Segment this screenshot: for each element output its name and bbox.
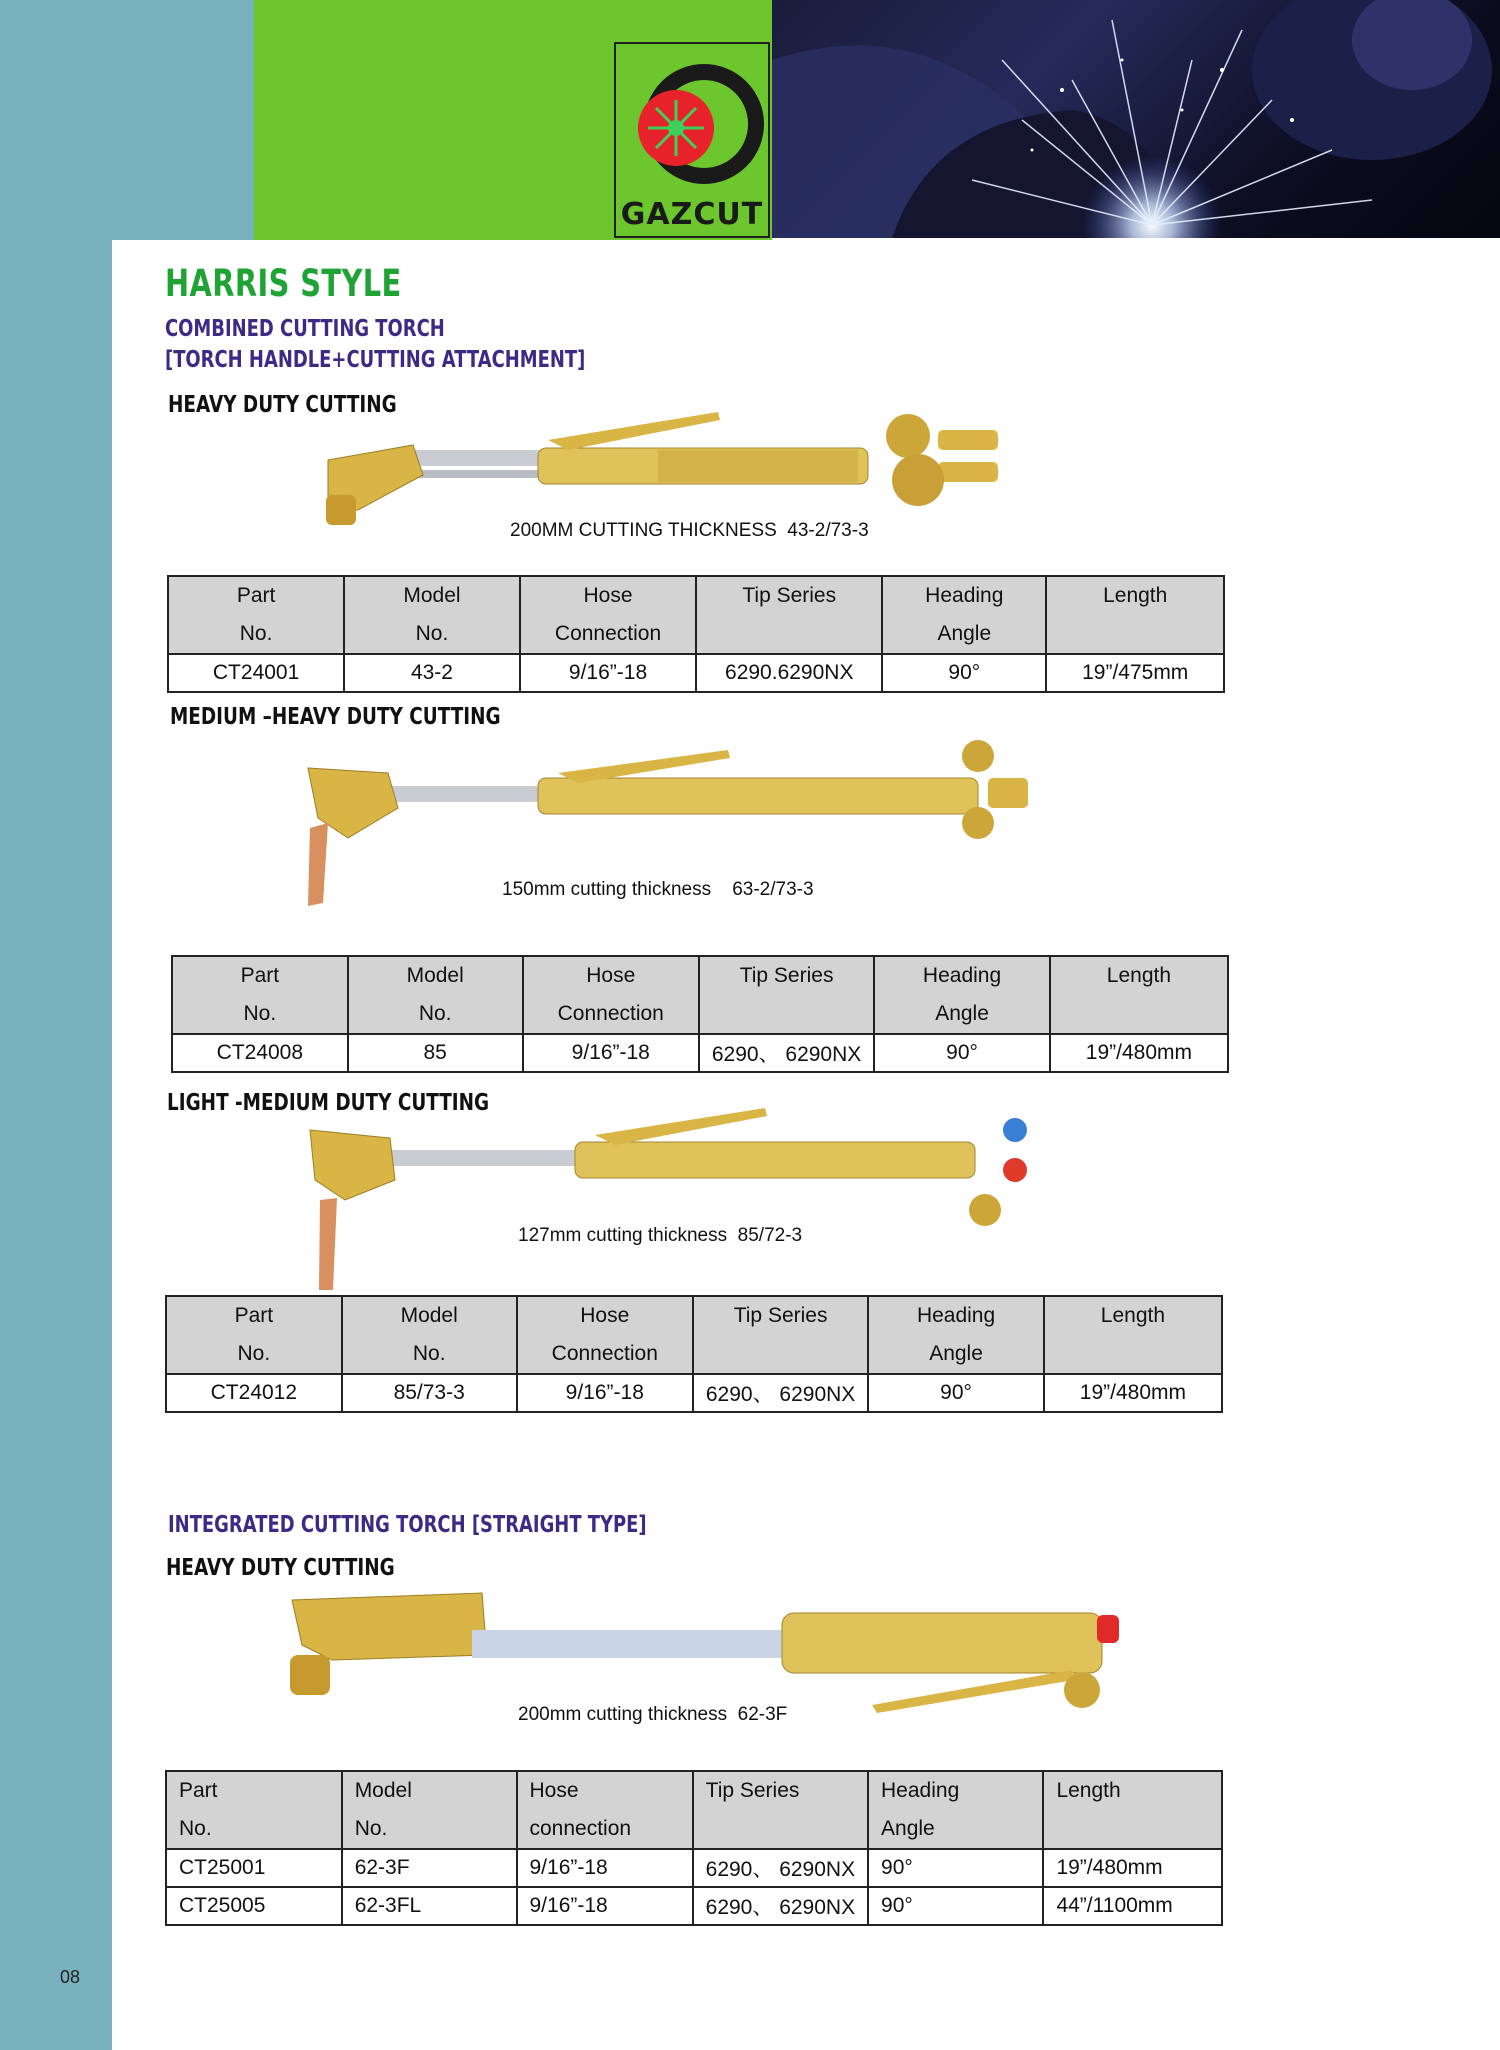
cell-length: 19”/480mm	[1050, 1034, 1228, 1072]
cell-hose-connection: 9/16”-18	[523, 1034, 699, 1072]
table-header-row	[166, 1771, 1222, 1849]
cell-part-no: CT24001	[168, 654, 344, 692]
header-heading-angle: Heading Angle	[882, 576, 1046, 654]
sidebar-band	[0, 0, 112, 2050]
table-header-row	[166, 1296, 1222, 1374]
header-model-no: Model No.	[342, 1296, 517, 1374]
cell-heading-angle: 90°	[882, 654, 1046, 692]
cell-hose-connection: 9/16”-18	[520, 654, 697, 692]
header-tip-series: Tip Series	[693, 1296, 868, 1374]
header-part-no: Part No.	[166, 1296, 342, 1374]
header-heading-angle: Heading Angle	[868, 1296, 1043, 1374]
header-part-no: Part No.	[168, 576, 344, 654]
section-heading-combined: COMBINED CUTTING TORCH	[165, 316, 445, 342]
page-number: 08	[60, 1967, 81, 1987]
product4-caption: 200mm cutting thickness 62-3F	[518, 1704, 788, 1725]
table-header-row	[168, 576, 1224, 654]
cell-heading-angle: 90°	[874, 1034, 1050, 1072]
product3-spec-table	[165, 1295, 1223, 1413]
header-tip-series: Tip Series	[693, 1771, 868, 1849]
welding-photo	[772, 0, 1500, 238]
header-length: Length	[1044, 1296, 1222, 1374]
table-row	[172, 1034, 1228, 1072]
header-teal-block	[112, 0, 254, 240]
header-model-no: Model No.	[342, 1771, 517, 1849]
product3-duty-label: LIGHT -MEDIUM DUTY CUTTING	[167, 1090, 490, 1116]
cell-tip-series: 6290、 6290NX	[693, 1887, 868, 1925]
cell-length: 19”/480mm	[1043, 1849, 1222, 1887]
light-medium-duty-torch-image	[295, 1090, 1045, 1300]
product2-duty-label: MEDIUM –HEAVY DUTY CUTTING	[170, 704, 501, 730]
header-heading-angle: Heading Angle	[874, 956, 1050, 1034]
cell-model-no: 85	[348, 1034, 523, 1072]
table-row	[166, 1374, 1222, 1412]
header-length: Length	[1046, 576, 1224, 654]
logo-text: GAZCUT	[620, 197, 764, 232]
cell-part-no: CT24012	[166, 1374, 342, 1412]
cell-length: 19”/480mm	[1044, 1374, 1222, 1412]
page-title: HARRIS STYLE	[165, 262, 402, 305]
product1-caption: 200MM CUTTING THICKNESS 43-2/73-3	[510, 520, 869, 541]
header-model-no: Model No.	[344, 576, 520, 654]
product3-caption: 127mm cutting thickness 85/72-3	[518, 1225, 803, 1246]
header-hose-connection: Hose Connection	[520, 576, 697, 654]
header-part-no: Part No.	[172, 956, 348, 1034]
header-hose-connection: Hose Connection	[523, 956, 699, 1034]
cell-tip-series: 6290、 6290NX	[693, 1374, 868, 1412]
header-length: Length	[1043, 1771, 1222, 1849]
product4-duty-label: HEAVY DUTY CUTTING	[166, 1555, 395, 1581]
product2-caption: 150mm cutting thickness 63-2/73-3	[502, 879, 814, 900]
product1-spec-table	[167, 575, 1225, 693]
cell-part-no: CT25001	[166, 1849, 342, 1887]
section-subheading-combined: [TORCH HANDLE+CUTTING ATTACHMENT]	[165, 347, 586, 373]
cell-heading-angle: 90°	[868, 1849, 1043, 1887]
cell-part-no: CT24008	[172, 1034, 348, 1072]
header-length: Length	[1050, 956, 1228, 1034]
header-tip-series: Tip Series	[699, 956, 874, 1034]
cell-tip-series: 6290、 6290NX	[693, 1849, 868, 1887]
cell-model-no: 62-3F	[342, 1849, 517, 1887]
product4-spec-table	[165, 1770, 1223, 1926]
header-model-no: Model No.	[348, 956, 523, 1034]
cell-heading-angle: 90°	[868, 1887, 1043, 1925]
header-heading-angle: Heading Angle	[868, 1771, 1043, 1849]
product2-spec-table	[171, 955, 1229, 1073]
header-part-no: Part No.	[166, 1771, 342, 1849]
gazcut-logo	[614, 42, 770, 238]
cell-tip-series: 6290、 6290NX	[699, 1034, 874, 1072]
cell-length: 19”/475mm	[1046, 654, 1224, 692]
cell-model-no: 85/73-3	[342, 1374, 517, 1412]
cell-part-no: CT25005	[166, 1887, 342, 1925]
heavy-duty-torch-image	[318, 400, 1028, 540]
cell-heading-angle: 90°	[868, 1374, 1043, 1412]
table-header-row	[172, 956, 1228, 1034]
header-tip-series: Tip Series	[696, 576, 882, 654]
cell-length: 44”/1100mm	[1043, 1887, 1222, 1925]
cell-tip-series: 6290.6290NX	[696, 654, 882, 692]
section-heading-integrated: INTEGRATED CUTTING TORCH [STRAIGHT TYPE]	[168, 1512, 647, 1538]
table-row	[168, 654, 1224, 692]
header-hose-connection: Hose Connection	[517, 1296, 693, 1374]
cell-hose-connection: 9/16”-18	[517, 1887, 693, 1925]
cell-model-no: 43-2	[344, 654, 520, 692]
header-hose-connection: Hose connection	[517, 1771, 693, 1849]
product1-duty-label: HEAVY DUTY CUTTING	[168, 392, 397, 418]
cell-hose-connection: 9/16”-18	[517, 1374, 693, 1412]
cell-hose-connection: 9/16”-18	[517, 1849, 693, 1887]
table-row	[166, 1849, 1222, 1887]
table-row	[166, 1887, 1222, 1925]
cell-model-no: 62-3FL	[342, 1887, 517, 1925]
